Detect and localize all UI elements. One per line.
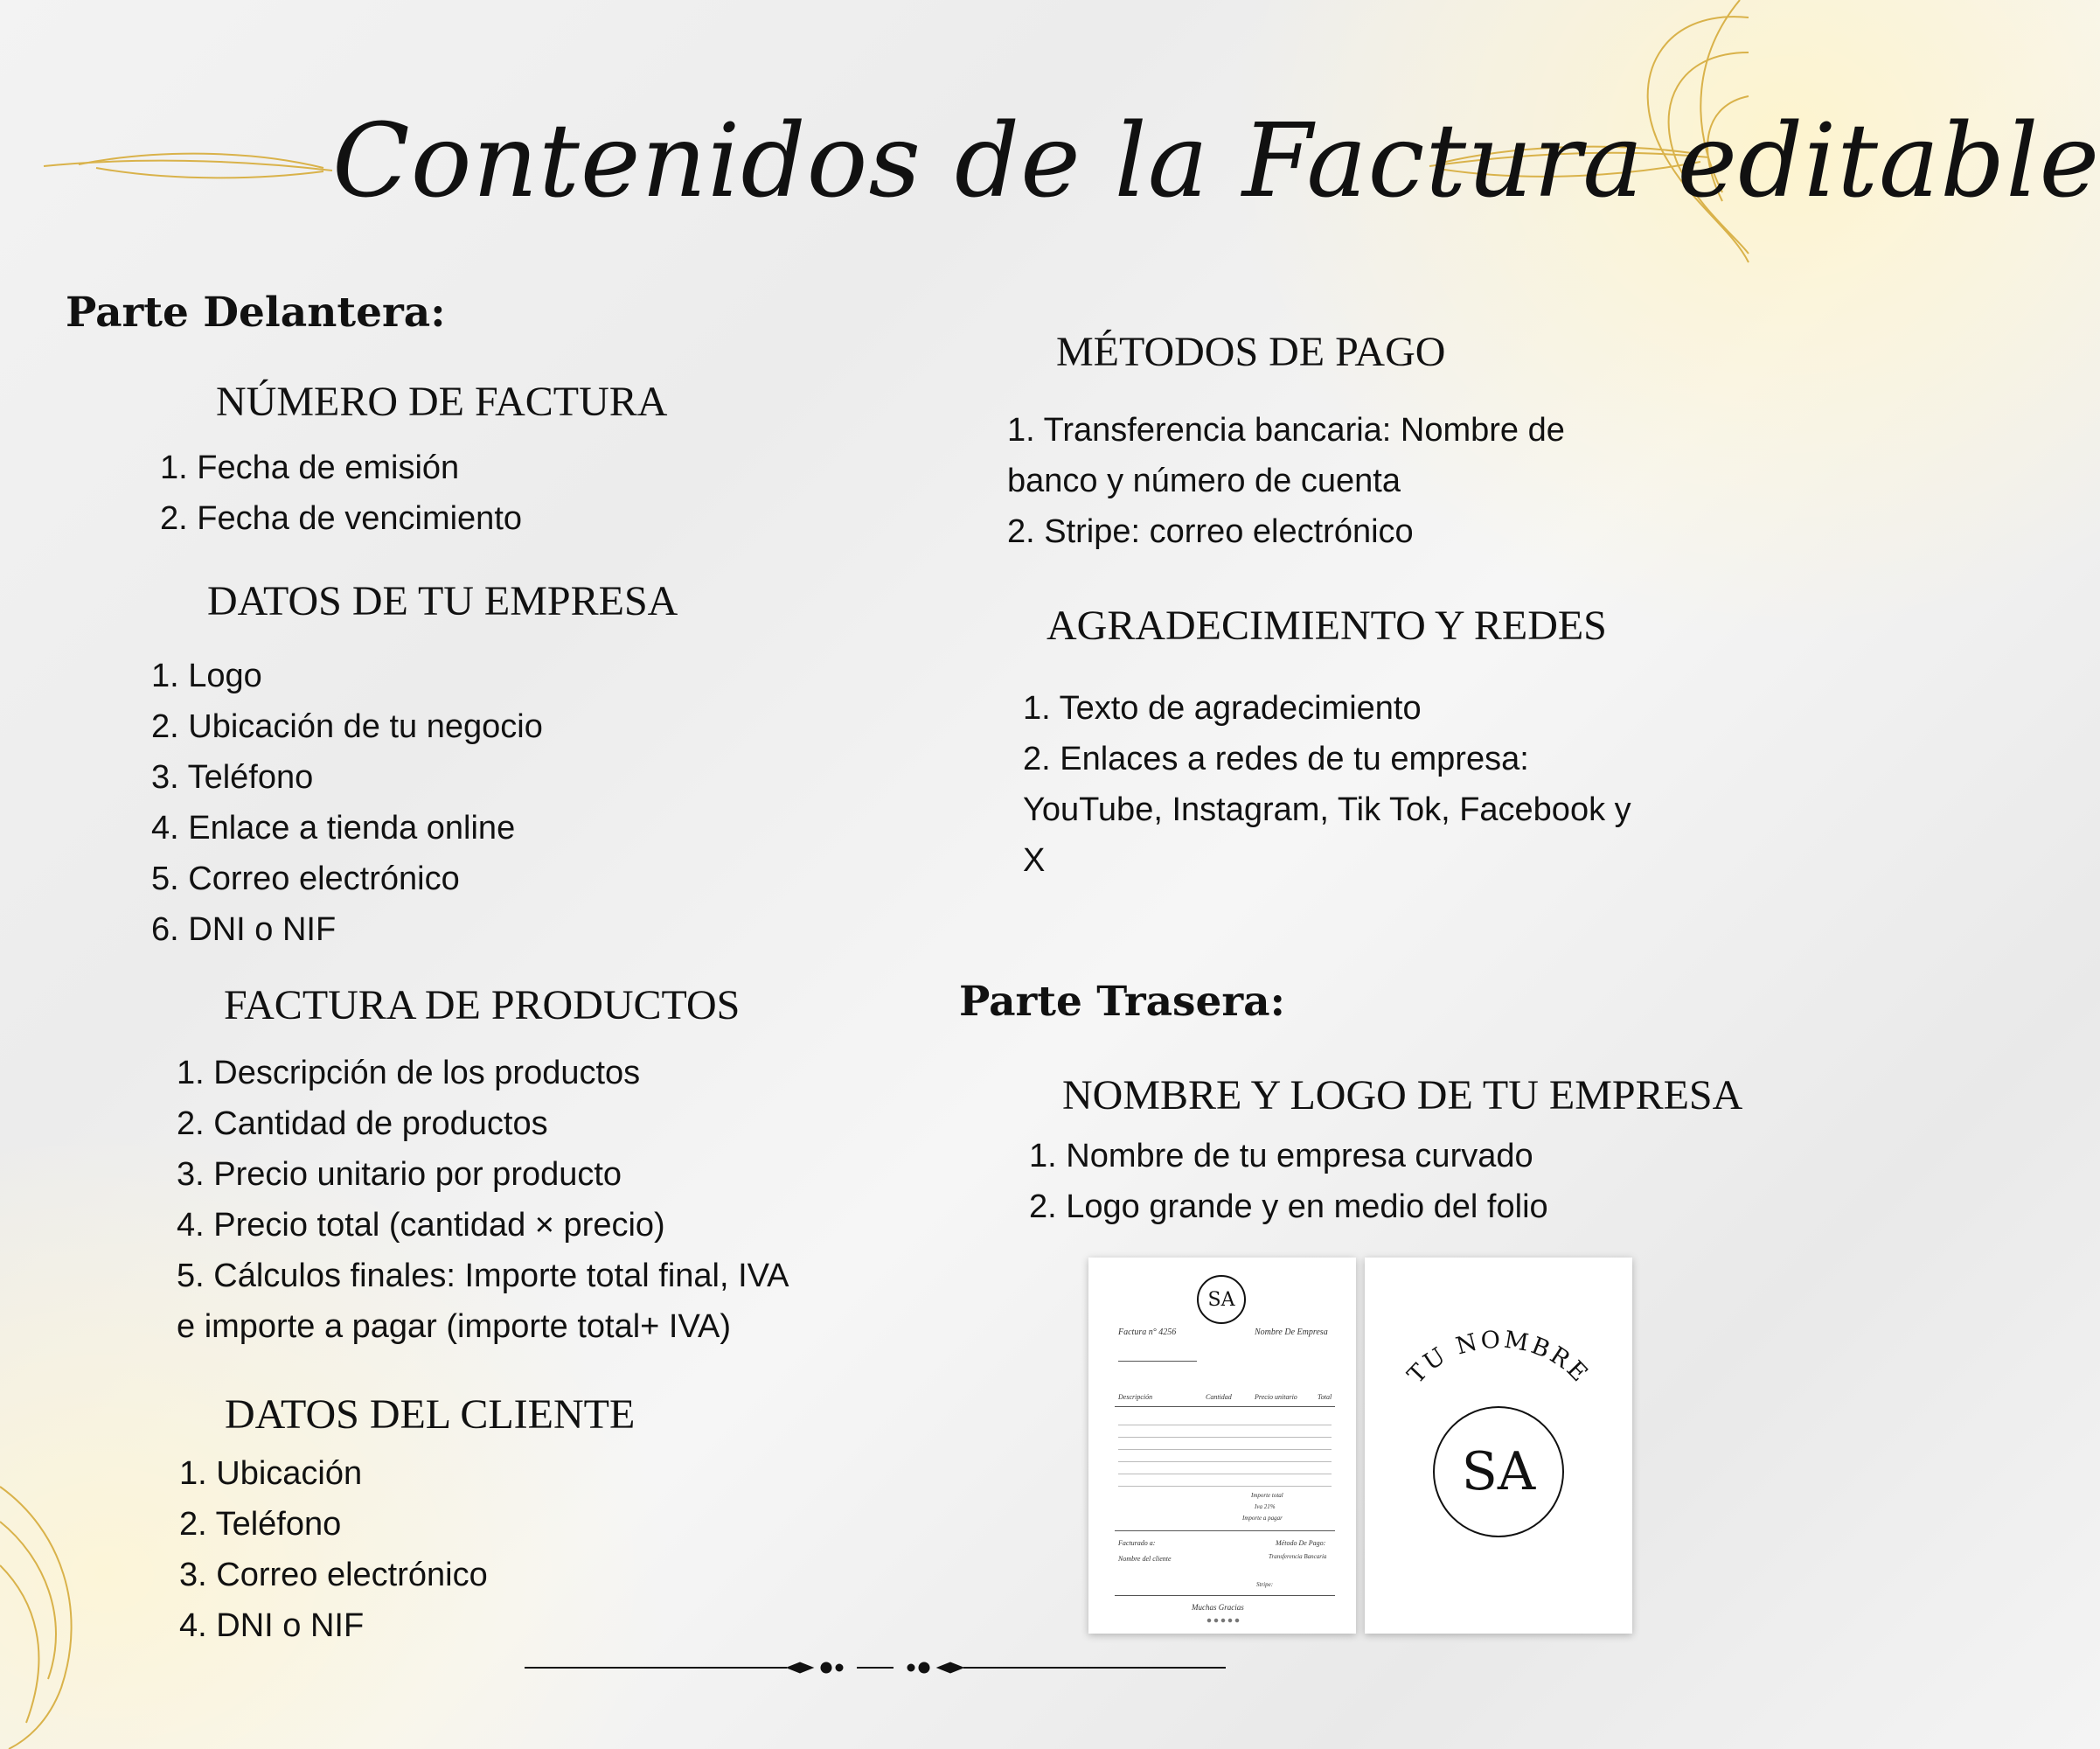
section-heading-invoice-number: NÚMERO DE FACTURA — [216, 379, 668, 425]
list-item: 2. Enlaces a redes de tu empresa: — [1023, 741, 1529, 777]
invoice-payment-method: Método De Pago: — [1276, 1539, 1326, 1547]
back-logo-monogram: SA — [1461, 1441, 1536, 1502]
curved-name-text: TU NOMBRE — [1402, 1327, 1595, 1390]
list-item: 4. Precio total (cantidad × precio) — [177, 1207, 665, 1244]
gold-swirl-bottom-left — [0, 1478, 96, 1749]
svg-text:TU NOMBRE — [1402, 1327, 1594, 1389]
invoice-summary-iva: Iva 21% — [1255, 1503, 1276, 1510]
front-part-label: Parte Delantera: — [66, 289, 446, 337]
invoice-col-total: Total — [1318, 1393, 1332, 1401]
page-title: Contenidos de la Factura editable — [332, 102, 2100, 220]
invoice-table-rows — [1118, 1413, 1332, 1492]
invoice-bottom-line — [1115, 1595, 1335, 1596]
list-item: 3. Correo electrónico — [179, 1557, 488, 1593]
list-item: YouTube, Instagram, Tik Tok, Facebook y — [1023, 791, 1631, 828]
invoice-divider — [1118, 1361, 1197, 1362]
section-heading-name-logo: NOMBRE Y LOGO DE TU EMPRESA — [1062, 1072, 1743, 1118]
list-products — [177, 1048, 789, 1352]
section-heading-payment-methods: MÉTODOS DE PAGO — [1056, 329, 1446, 375]
invoice-summary-pay: Importe a pagar — [1242, 1515, 1283, 1522]
invoice-thanks: Muchas Gracias — [1192, 1603, 1244, 1612]
list-item: 3. Precio unitario por producto — [177, 1156, 622, 1193]
invoice-client-name: Nombre del cliente — [1118, 1555, 1172, 1563]
list-thanks-social — [1023, 683, 1631, 886]
back-logo — [1433, 1406, 1564, 1537]
invoice-company-name: Nombre De Empresa — [1255, 1327, 1328, 1337]
list-item: 1. Descripción de los productos — [177, 1055, 641, 1091]
back-part-label: Parte Trasera: — [959, 978, 1285, 1026]
list-item: banco y número de cuenta — [1007, 463, 1401, 499]
list-item: 4. Enlace a tienda online — [151, 810, 516, 847]
list-client-data — [179, 1448, 488, 1651]
list-name-logo — [1029, 1131, 1548, 1232]
invoice-table-line — [1115, 1406, 1335, 1407]
invoice-transfer: Transferencia Bancaria — [1269, 1553, 1327, 1560]
section-heading-products: FACTURA DE PRODUCTOS — [224, 982, 741, 1028]
invoice-number: Factura n° 4256 — [1118, 1327, 1177, 1337]
invoice-summary-total: Importe total — [1251, 1492, 1283, 1499]
section-heading-thanks-social: AGRADECIMIENTO Y REDES — [1047, 603, 1607, 649]
list-company-data — [151, 651, 543, 955]
invoice-logo-monogram: SA — [1207, 1288, 1235, 1311]
invoice-footer-line — [1115, 1530, 1335, 1531]
list-item: 1. Texto de agradecimiento — [1023, 690, 1422, 727]
section-heading-company-data: DATOS DE TU EMPRESA — [207, 578, 678, 624]
list-item: e importe a pagar (importe total+ IVA) — [177, 1308, 731, 1345]
invoice-col-price: Precio unitario — [1255, 1393, 1297, 1401]
list-item: 1. Nombre de tu empresa curvado — [1029, 1138, 1533, 1174]
list-item: 2. Logo grande y en medio del folio — [1029, 1188, 1548, 1225]
list-item: 2. Fecha de vencimiento — [160, 500, 523, 537]
list-payment-methods — [1007, 405, 1565, 557]
invoice-logo — [1197, 1275, 1246, 1324]
gold-leaf-left — [44, 140, 332, 192]
section-heading-client-data: DATOS DEL CLIENTE — [225, 1391, 636, 1438]
list-item: 5. Cálculos finales: Importe total final, IVA — [177, 1258, 789, 1294]
list-item: 4. DNI o NIF — [179, 1607, 365, 1644]
ornament-divider — [525, 1655, 1226, 1681]
list-item: 2. Stripe: correo electrónico — [1007, 513, 1414, 550]
list-item: 1. Logo — [151, 658, 262, 694]
list-invoice-number — [160, 442, 522, 544]
list-item: 6. DNI o NIF — [151, 911, 337, 948]
list-item: 3. Teléfono — [151, 759, 314, 796]
list-item: 2. Cantidad de productos — [177, 1105, 548, 1142]
invoice-front-preview — [1088, 1258, 1356, 1634]
invoice-col-description: Descripción — [1118, 1393, 1153, 1401]
invoice-stripe: Stripe: — [1256, 1581, 1274, 1588]
list-item: X — [1023, 842, 1046, 879]
social-icons — [1206, 1618, 1241, 1623]
invoice-col-quantity: Cantidad — [1206, 1393, 1232, 1401]
invoice-billed-to: Facturado a: — [1118, 1539, 1156, 1547]
list-item: 1. Fecha de emisión — [160, 449, 460, 486]
list-item: 1. Ubicación — [179, 1455, 363, 1492]
list-item: 1. Transferencia bancaria: Nombre de — [1007, 412, 1565, 449]
list-item: 2. Ubicación de tu negocio — [151, 708, 543, 745]
list-item: 2. Teléfono — [179, 1506, 342, 1543]
list-item: 5. Correo electrónico — [151, 861, 460, 897]
invoice-back-preview — [1365, 1258, 1632, 1634]
